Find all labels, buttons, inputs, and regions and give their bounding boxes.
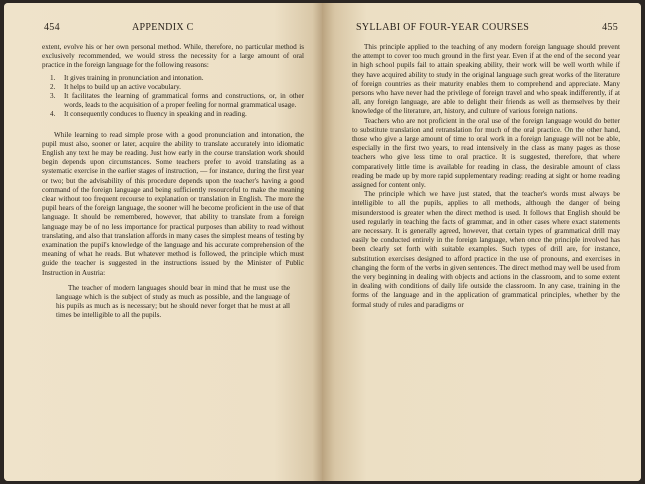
left-page	[4, 3, 322, 481]
block-quote	[56, 284, 290, 321]
reasons-list	[42, 74, 304, 120]
right-page-body	[352, 43, 620, 310]
list-item: 3. It facilitates the learning of grammatical forms and constructions, or, in other words, leads to the acquisition of a proper feeling for normal grammatical usage.	[50, 92, 304, 110]
body-paragraph: The principle which we have just stated, that the teacher's words must always be intelligible to all the pupils, applies to all methods, although the danger of being misunderstood is greater when the direct method is used. It follows that English should be used regularly in teaching the facts of grammar, and in other cases where exact statements are necessary. It is generally agreed, however, that certain types of grammatical drill may easily be conducted entirely in the foreign language, when once the principle involved has been clearly set forth with suitable examples. Such types of drill are, for instance, substitution exercises designed to afford practice in the use of pronouns, and exercises in changing the form of the verbs in given sentences. The direct method may well be used from the very beginning in dealing with objects and actions in the classroom, and to some extent in dealing with conditions of daily life outside the classroom. In any case, training in the forms of the language and in the application of grammatical principles, whether by the formal study of rules and paradigms or	[352, 190, 620, 309]
body-paragraph: Teachers who are not proficient in the oral use of the foreign language would do better to substitute translation and retranslation for much of the oral practice. On the other hand, those who give a large amount of time to oral work in a foreign language will not be able, especially in the first two years, to read intensively in the class as many pages as those teachers who give less time to oral practice. It is suggested, therefore, that where comparatively little time is available for reading in class, the desirable amount of class reading be made up by more rapid supplementary reading: reading at sight or home reading assigned for content only.	[352, 116, 620, 190]
list-item: 1. It gives training in pronunciation and intonation.	[50, 73, 204, 82]
list-item: 4. It consequently conduces to fluency in speaking and in reading.	[50, 110, 247, 119]
page-number: 454	[44, 22, 60, 33]
left-page-body	[42, 43, 304, 321]
book-spread	[4, 3, 641, 481]
list-item: 2. It helps to build up an active vocabulary.	[50, 82, 181, 91]
running-title: APPENDIX C	[132, 22, 194, 33]
page-number: 455	[602, 22, 618, 33]
body-paragraph: While learning to read simple prose with a good pronunciation and intonation, the pupil must also, sooner or later, acquire the ability to translate accurately into idiomatic English any text he may be reading. Just how early in the course translation work should begin depends upon circumstances. Some teachers prefer to avoid translating as a systematic exercise in the earlier stages of instruction, — for instance, during the first year or two; but the advisability of this procedure depends upon the teacher's having a good command of the foreign language and being sufficiently resourceful to make the meaning clear without too frequent recourse to explanation or translation in English. The more the pupil hears of the foreign language, the sooner will he become proficient in the use of that language. It should be remembered, however, that ability to translate from a foreign language may be of no less importance for practical purposes than ability to read without translating, and also that translation affords in many cases the simplest means of testing by examination the pupil's knowledge of the language and his accurate comprehension of the meaning of what he reads. But whatever method is followed, the principle which must guide the teacher is suggested in the instructions issued by the Minister of Public Instruction in Austria:	[42, 130, 304, 277]
quote-text: The teacher of modern languages should bear in mind that he must use the language which is the subject of study as much as possible, and the language of his pupils as much as is necessary; but he should never forget that he must at all times be intelligible to all the pupils.	[56, 283, 290, 320]
right-page	[322, 3, 641, 481]
body-paragraph: This principle applied to the teaching of any modern foreign language should prevent the attempt to cover too much ground in the first year. Even if at the end of the second year in high school pupils fail to attain speaking ability, their work will be well worth while if they have acquired ability to study in the original language such great works of the literature of foreign countries as their maturity enables them to comprehend and appreciate. Many persons who have never had the privilege of foreign travel and who speak indifferently, if at all, any foreign language, are able to delight their friends as well as themselves by their knowledge of the literature, art, history, and culture of various foreign nations.	[352, 43, 620, 116]
running-title: SYLLABI OF FOUR-YEAR COURSES	[356, 22, 530, 33]
intro-paragraph: extent, evolve his or her own personal method. While, therefore, no particular method is exclusively recommended, we would stress the necessity for a large amount of oral practice in the foreign language for the following reasons:	[42, 43, 304, 70]
